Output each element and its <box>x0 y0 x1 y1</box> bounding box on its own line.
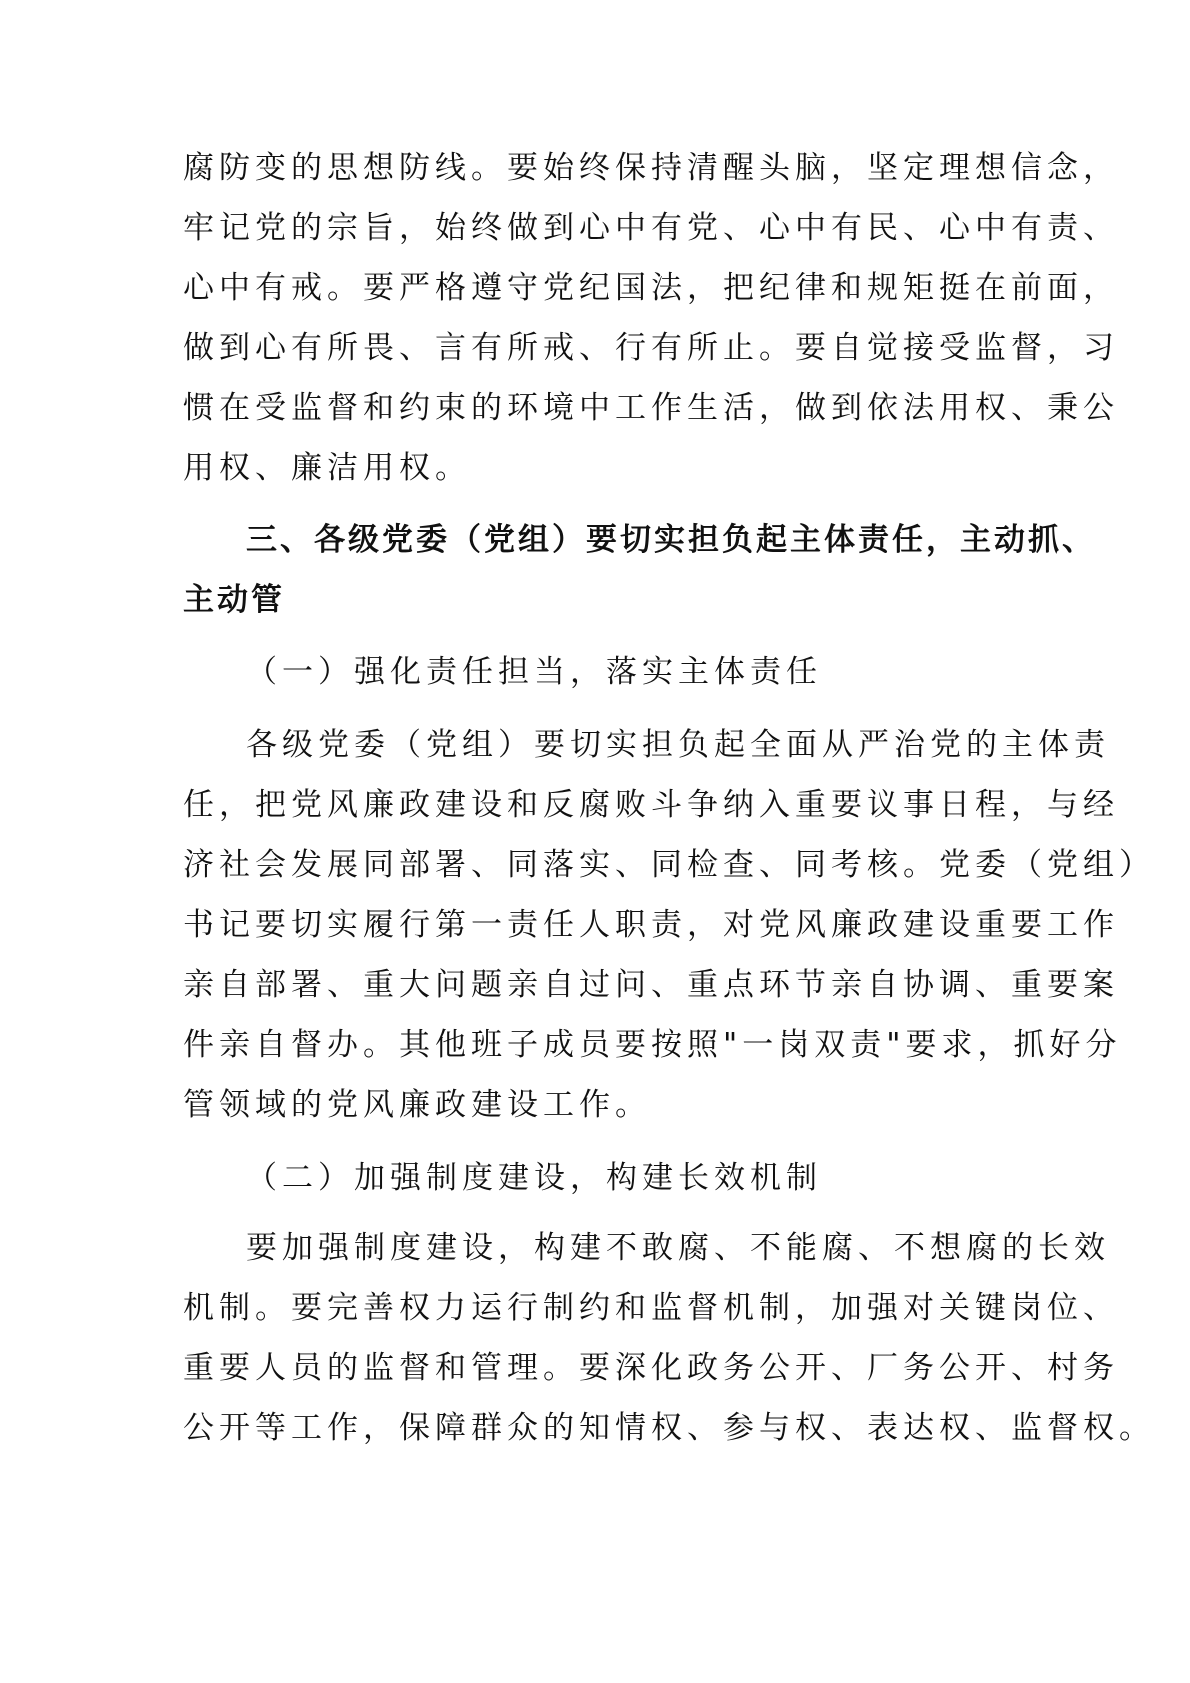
para2-line-4: 书记要切实履行第一责任人职责，对党风廉政建设重要工作 <box>183 907 1119 943</box>
para1-line-1: 腐防变的思想防线。要始终保持清醒头脑，坚定理想信念， <box>183 150 1119 186</box>
sub-heading-1: （一）强化责任担当，落实主体责任 <box>246 654 822 690</box>
para3-line-3: 重要人员的监督和管理。要深化政务公开、厂务公开、村务 <box>183 1350 1119 1386</box>
para2-line-3: 济社会发展同部署、同落实、同检查、同考核。党委（党组） <box>183 847 1155 883</box>
para2-line-1: 各级党委（党组）要切实担负起全面从严治党的主体责 <box>246 727 1110 763</box>
para3-line-2: 机制。要完善权力运行制约和监督机制，加强对关键岗位、 <box>183 1290 1119 1326</box>
para1-line-6: 用权、廉洁用权。 <box>183 450 471 486</box>
para1-line-5: 惯在受监督和约束的环境中工作生活，做到依法用权、秉公 <box>183 390 1119 426</box>
para2-line-5: 亲自部署、重大问题亲自过问、重点环节亲自协调、重要案 <box>183 967 1119 1003</box>
section-3-heading-line-1: 三、各级党委（党组）要切实担负起主体责任，主动抓、 <box>246 522 1096 558</box>
section-3-heading-line-2: 主动管 <box>183 582 285 618</box>
para1-line-4: 做到心有所畏、言有所戒、行有所止。要自觉接受监督，习 <box>183 330 1119 366</box>
para3-line-4: 公开等工作，保障群众的知情权、参与权、表达权、监督权。 <box>183 1410 1155 1446</box>
para3-line-1: 要加强制度建设，构建不敢腐、不能腐、不想腐的长效 <box>246 1230 1110 1266</box>
para1-line-2: 牢记党的宗旨，始终做到心中有党、心中有民、心中有责、 <box>183 210 1119 246</box>
para1-line-3: 心中有戒。要严格遵守党纪国法，把纪律和规矩挺在前面， <box>183 270 1119 306</box>
para2-line-6: 件亲自督办。其他班子成员要按照"一岗双责"要求，抓好分 <box>183 1027 1122 1063</box>
para2-line-2: 任，把党风廉政建设和反腐败斗争纳入重要议事日程，与经 <box>183 787 1119 823</box>
sub-heading-2: （二）加强制度建设，构建长效机制 <box>246 1160 822 1196</box>
para2-line-7: 管领域的党风廉政建设工作。 <box>183 1087 651 1123</box>
